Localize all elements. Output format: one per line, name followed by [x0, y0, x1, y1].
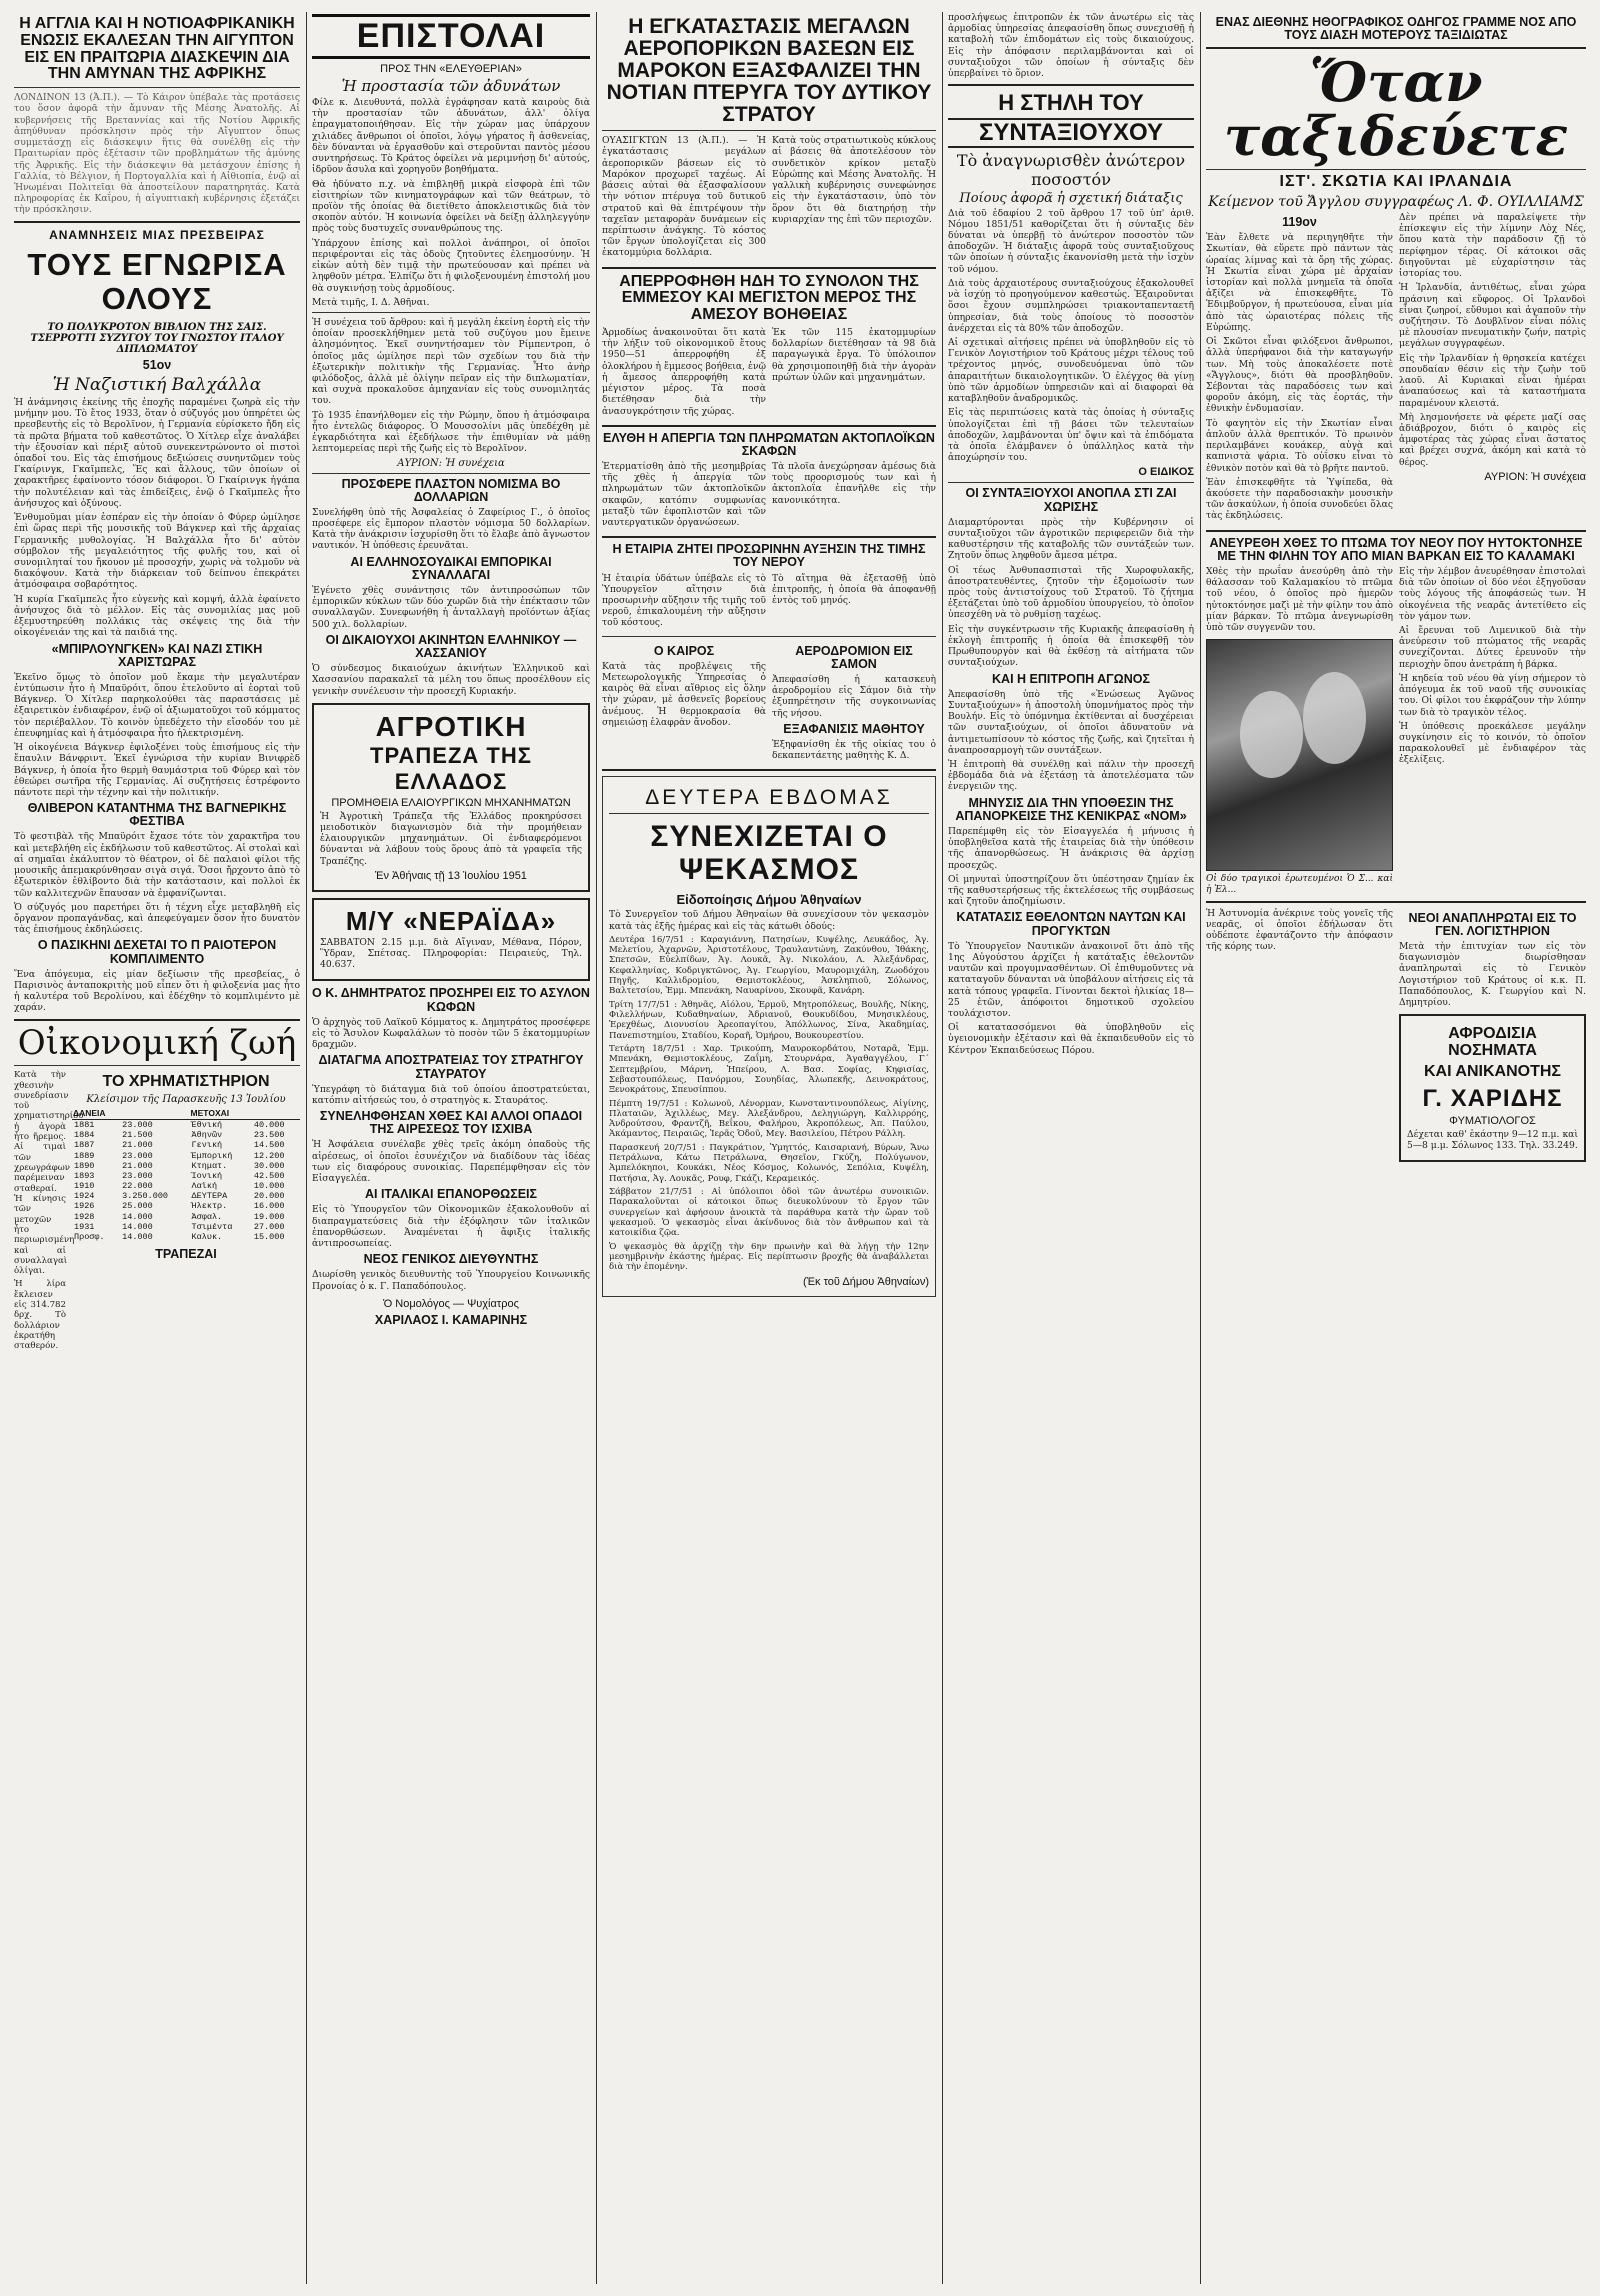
- article-body: Διαμαρτύρονται πρὸς τὴν Κυβέρνησιν οἱ συνταξιοῦχοι τῶν ἀγροτικῶν περιφερειῶν διὰ τὴν καθυστέρησιν τῆς καταβολῆς τῶν συντάξεών των. Ζητοῦν ὅπως ληφθοῦν ἄμεσα μέτρα.: [948, 516, 1194, 562]
- column-1: [14, 12, 300, 2284]
- quote-cell: Λαϊκή: [191, 1181, 218, 1192]
- column-3: [602, 12, 936, 2284]
- quote-cell: 21.000: [122, 1140, 153, 1151]
- article-body: Ἔνα ἀπόγευμα, εἰς μίαν δεξίωσιν τῆς πρεσβείας, ὁ Παρισινὸς ἀνταποκριτὴς μοῦ εἶπεν ὅτι ἡ φιλοξενία μας ἦτο ἡ καλυτέρα τοῦ Βερολίνου, καὶ ἐδέχθην τὸ κομπλιμέντο μὲ χαράν.: [14, 968, 300, 1014]
- close-line: Κλείσιμον τῆς Παρασκευῆς 13 Ἰουλίου: [86, 1093, 286, 1105]
- column-4: προσλήψεως ἐπιτροπῶν ἐκ τῶν ἀνωτέρω εἰς τὰς ἀρμοδίας ὑπηρεσίας ἀπεφασίσθη ὅπως συνεχισθῇ ἡ καταβολὴ τῶν ἐπιδομάτων εἰς τοὺς δικαιούχους. Εἰς τὴν ἀπόφασιν περιλαμβάνονται καὶ οἱ συνταξιοῦχοι τῶν ὁποίων ἡ σύνταξις δὲν ὑπερβαίνει τὸ ὅριον. Η ΣΤΗΛΗ ΤΟΥ ΣΥΝΤΑΞΙΟΥΧΟΥ Τὸ ἀναγνωρισθὲν ἀνώτερον ποσοστόν Ποίους ἀφορᾶ ἡ σχετική διάταξις Διὰ τοῦ ἐδαφίου 2 τοῦ ἄρθρου 17 τοῦ ὑπ' ἀριθ. Νόμου 1851/51 καθορίζεται ὅτι ἡ σύνταξις δὲν δύναται νὰ ὑπερβῇ τὸ ἀνώτερον ποσοστὸν τῶν ἀποδοχῶν. Ἡ διάταξις ἀφορᾶ τοὺς συνταξιοῦχους τῶν ὁποίων ἡ σύνταξις ἐκανονίσθη μετὰ τὴν ἰσχὺν τοῦ νόμου. Διὰ τοὺς ἀρχαιοτέρους συνταξιούχους ἐξακολουθεῖ νὰ ἰσχύῃ τὸ προηγούμενον καθεστώς. Ἐξαιροῦνται ὅσοι ἔχουν συμπληρώσει τριακονταπενταετῆ ὑπηρεσίαν, διὰ τοὺς ὁποίους τὸ ποσοστὸν ἀνέρχεται εἰς τὰ 80% τῶν ἀποδοχῶν. Αἱ σχετικαὶ αἰτήσεις πρέπει νὰ ὑποβληθοῦν εἰς τὸ Γενικὸν Λογιστήριον τοῦ Κράτους μέχρι τέλους τοῦ τρέχοντος μηνός, συνοδευόμεναι ὑπὸ τῶν ἀπαραιτήτων δικαιολογητικῶν. Ὁ ἐλέγχος θὰ γίνῃ ὑπὸ τῶν ἁρμοδίων ὑπηρεσιῶν καὶ αἱ διαφοραὶ θὰ καταβληθοῦν ἀναδρομικῶς. Εἰς τὰς περιπτώσεις κατὰ τὰς ὁποίας ἡ σύνταξις ὑπολογίζεται ἐπὶ τῇ βάσει τῶν τελευταίων ἀποδοχῶν, λαμβάνονται ὑπ' ὄψιν καὶ τὰ ἐπιδόματα τὰ ὁποῖα ἐλάμβανεν ὁ ὑπάλληλος κατὰ τὴν ἀποχώρησίν του. Ο ΕΙΔΙΚΟΣ ΟΙ ΣΥΝΤΑΞΙΟΥΧΟΙ ΑΝΟΠΛΑ ΣΤΙ ΖΑΙ ΧΩΡΙΣΗΣ Διαμαρτύρονται πρὸς τὴν Κυβέρνησιν οἱ συνταξιοῦχοι τῶν ἀγροτικῶν περιφερειῶν διὰ τὴν καθυστέρησιν τῆς καταβολῆς τῶν συντάξεών των. Ζητοῦν ὅπως ληφθοῦν ἄμεσα μέτρα. Οἱ τέως Ἀνθυπασπισταὶ τῆς Χωροφυλακῆς, ἀποστρατευθέντες, ζητοῦν τὴν ἐξομοίωσίν των πρὸς τοὺς ἀντιστοίχους τοῦ Στρατοῦ. Τὸ ζήτημα ἐξετάζεται ὑπὸ τοῦ ἁρμοδίου ὑπουργείου, τὸ ὁποῖον ὑπεσχέθη νὰ τὸ ρυθμίσῃ ταχέως. Εἰς τὴν συγκέντρωσιν τῆς Κυριακῆς ἀπεφασίσθη ἡ ἐκλογὴ ἐπιτροπῆς ἡ ὁποία θὰ ἐπισκεφθῇ τὸν Πρωθυπουργὸν καὶ θὰ ἐκθέσῃ τὰ αἰτήματα τῶν συνταξιούχων. ΚΑΙ Η ΕΠΙΤΡΟΠΗ ΑΓΩΝΟΣ Ἀπεφασίσθη ὑπὸ τῆς «Ἑνώσεως Ἀγῶνος Συνταξιούχων» ἡ ἀποστολὴ ὑπομνήματος πρὸς τὴν Βουλήν. Εἰς τὸ ὑπόμνημα ἐκτίθενται αἱ δυσχέρειαι τῶν συνταξιούχων, οἱ ὁποῖοι ἀδυνατοῦν νὰ ἀντιμετωπίσουν τὸ κόστος τῆς ζωῆς, καὶ ζητεῖται ἡ ἀναπροσαρμογὴ τῶν συντάξεων. Ἡ ἐπιτροπὴ θὰ συνέλθῃ καὶ πάλιν τὴν προσεχῆ ἑβδομάδα διὰ νὰ ἐξετάσῃ τὰ ἀποτελέσματα τῶν ἐνεργειῶν της. ΜΗΝΥΣΙΣ ΔΙΑ ΤΗΝ ΥΠΟΘΕΣΙΝ ΤΗΣ ΑΠΑΝΟΡΚΕΙΣΕ ΤΗΣ ΚΕΝΙΚΡΑΣ «ΝΟΜ» Παρεπέμφθη εἰς τὸν Εἰσαγγελέα ἡ μήνυσις ἡ ὑποβληθεῖσα κατὰ τῆς ἑταιρείας διὰ τὴν ὑπόθεσιν τῆς ἀπανορθώσεως. Ἡ ἀνάκρισις θὰ ἀρχίσῃ προσεχῶς. Οἱ μηνυταὶ ὑποστηρίζουν ὅτι ὑπέστησαν ζημίαν ἐκ τῆς καθυστερήσεως τῆς ἐκτελέσεως τῆς συμβάσεως καὶ ζητοῦν ἀποζημίωσιν. ΚΑΤΑΤΑΣΙΣ ΕΘΕΛΟΝΤΩΝ ΝΑΥΤΩΝ ΚΑΙ ΠΡΟΓΥΚΤΩΝ Τὸ Ὑπουργεῖον Ναυτικῶν ἀνακοινοῖ ὅτι ἀπὸ τῆς 1ης Αὐγούστου ἀρχίζει ἡ κατάταξις ἐθελοντῶν ναυτῶν καὶ προγυμνασθέντων. Οἱ ἐπιθυμοῦντες νὰ καταταγοῦν δύνανται νὰ ὑποβάλουν αἰτήσεις εἰς τὰ κατὰ τόπους γραφεῖα. Γίνονται δεκτοὶ ἡλικίας 18—25 ἐτῶν, ἀπόφοιτοι δημοτικοῦ σχολείου τουλάχιστον. Οἱ κατατασσόμενοι θὰ ὑποβληθοῦν εἰς ὑγειονομικὴν ἐξέτασιν καὶ θὰ ἐκπαιδευθοῦν εἰς τὸ Κέντρον Ἐκπαιδεύσεως Πόρου.: [948, 12, 1194, 1056]
- quote-row: [72, 1161, 300, 1171]
- column-rule: [1200, 12, 1201, 2284]
- article-body: ΟΥΑΣΙΓΚΤΩΝ 13 (Ἀ.Π.). — Ἡ ἐγκατάστασις μεγάλων ἀεροπορικῶν βάσεων εἰς τὸ Μαρόκον προχωρεῖ ταχέως. Αἱ βάσεις αὐταὶ θὰ ἐξασφαλίσουν τὴν νότιον πτέρυγα τοῦ δυτικοῦ στρατοῦ καὶ θὰ ἐπιτρέψουν τὴν ταχεῖαν μεταφορὰν δυνάμεων εἰς περίπτωσιν ἀνάγκης. Τὸ κόστος τῶν ἔργων ὑπολογίζεται εἰς 300 ἑκατομμύρια δολλάρια.: [602, 135, 766, 259]
- quote-cell: Ἀθηνῶν: [191, 1130, 223, 1141]
- article-body: Ἐὰν ἐπισκεφθῆτε τὰ Ὑψίπεδα, θὰ ἀκούσετε τὴν παραδοσιακὴν μουσικὴν τῶν ἀσκαύλων, ἡ ὁποία συνοδεύει ὅλας τὰς ἐκδηλώσεις.: [1206, 476, 1393, 522]
- bank-ad: ΑΓΡΟΤΙΚΗ ΤΡΑΠΕΖΑ ΤΗΣ ΕΛΛΑΔΟΣ ΠΡΟΜΗΘΕΙΑ ΕΛΑΙΟΥΡΓΙΚΩΝ ΜΗΧΑΝΗΜΑΤΩΝ Ἡ Ἀγροτικὴ Τράπεζα τῆς Ἑλλάδος προκηρύσσει μειοδοτικὸν διαγωνισμὸν διὰ τὴν προμήθειαν ἐλαιουργικῶν μηχανημάτων. Οἱ ἐνδιαφερόμενοι δύνανται νὰ λάβουν τοὺς ὅρους ἀπὸ τὰ γραφεῖα τῆς Τραπέζης. Ἐν Ἀθήναις τῇ 13 Ἰουλίου 1951: [312, 703, 590, 892]
- article-body: Χθὲς τὴν πρωΐαν ἀνεσύρθη ἀπὸ τὴν θάλασσαν τοῦ Καλαμακίου τὸ πτῶμα τοῦ νέου, ὁ ὁποῖος πρὸ ἡμερῶν ηὐτοκτόνησε μαζὶ μὲ τὴν φίλην του ἀπὸ μίαν βάρκαν. Τὸ πτῶμα ἀνεγνωρίσθη ὑπὸ τῶν συγγενῶν του.: [1206, 565, 1393, 633]
- subhead: Ο Κ. ΔΗΜΗΤΡΑΤΟΣ ΠΡΟΣΗΡΕΙ ΕΙΣ ΤΟ ΑΣΥΛΟΝ ΚΩΦΩΝ: [312, 986, 590, 1014]
- quotes-table: ΔΑΝΕΙΑ ΜΕΤΟΧΑΙ 1881 23.000 Ἐθνική 40.000 1884 21.500 Ἀθηνῶν 23.500 1887 21.000 Γενική 14.500 1889 23.000 Ἐμπορική 12.200 1890 21.000 Κτηματ. 30.000 1893 23.000 Ἰονική 42.500 1910 22.000 Λαϊκή 10.000 1924 3.250.000 ΔΕΥΤΕΡΑ 20.000 1926 25.000 Ἠλεκτρ. 16.000 1928 14.000 Ἀσφαλ. 19.000 1931 14.000 Τσιμέντα 27.000 Προσφ. 14.000 Καλυκ. 15.000: [72, 1107, 300, 1242]
- article-body: Ἐκ τῶν 115 ἑκατομμυρίων δολλαρίων διετέθησαν τὰ 98 διὰ παραγωγικὰ ἔργα. Τὸ ὑπόλοιπον θὰ χρησιμοποιηθῇ διὰ τὴν ἀγορὰν πρώτων ὑλῶν καὶ μηχανημάτων.: [772, 327, 936, 383]
- headline-africa: Η ΑΓΓΛΙΑ ΚΑΙ Η ΝΟΤΙΟΑΦΡΙΚΑΝΙΚΗ ΕΝΩΣΙΣ ΕΚΑΛΕΣΑΝ ΤΗΝ ΑΙΓΥΠΤΟΝ ΕΙΣ ΕΝ ΠΡΑΙΤΩΡΙΑ ΔΙΑΣΚΕΨΙΝ ΔΙΑ ΤΗΝ ΑΜΥΝΑΝ ΤΗΣ ΑΦΡΙΚΗΣ: [19, 15, 295, 83]
- article-body: Ἡ κυρία Γκαῖμπελς ἦτο εὐγενὴς καὶ κομψή, ἀλλὰ ἐφαίνετο ἀνήσυχος διὰ τὸ μέλλον. Εἰς τὰς συνομιλίας μας μοῦ ἐξεμυστηρεύθη πολλάκις τὰς σκέψεις της διὰ τὴν οἰκογένειάν της καὶ τὰ παιδιά της.: [14, 593, 300, 639]
- quote-row: [72, 1119, 300, 1130]
- article-body: Οἱ Σκῶτοι εἶναι φιλόξενοι ἄνθρωποι, ἀλλὰ ὑπερήφανοι διὰ τὴν καταγωγήν των. Μὴ τοὺς ἀποκαλέσετε ποτὲ «Ἄγγλους», διότι θὰ προσβληθοῦν. Σέβονται τὰς παραδόσεις των καὶ φοροῦν ἀκόμη, εἰς τὰς ἑορτάς, τὴν ἐθνικὴν ἐνδυμασίαν.: [1206, 336, 1393, 415]
- article-body: Ἐκεῖνο ὅμως τὸ ὁποῖον μοῦ ἔκαμε τὴν μεγαλυτέραν ἐντύπωσιν ἦτο ἡ Μπαϋρόιτ, ὅπου ἐτελοῦντο αἱ ἑορταὶ τοῦ Βάγκνερ. Ὁ Χίτλερ παρηκολούθει τὰς παραστάσεις μὲ ἐξαιρετικὸν ἐνδιαφέρον, ἐνῷ οἱ ἀξιωματοῦχοι τοῦ κόμματος τὸν περιέβαλλον. Τὸ κοινὸν ὑπεδέχετο τὴν εἴσοδόν του μὲ ἐπευφημίας καὶ ἡ ἀτμόσφαιρα ἦτο ἠλεκτρισμένη.: [14, 671, 300, 739]
- column-rule: [942, 12, 943, 2284]
- letters-header: ΕΠΙΣΤΟΛΑΙ: [312, 14, 590, 59]
- subhead: ΟΙ ΣΥΝΤΑΞΙΟΥΧΟΙ ΑΝΟΠΛΑ ΣΤΙ ΖΑΙ ΧΩΡΙΣΗΣ: [965, 486, 1177, 514]
- quote-cell: 19.000: [253, 1211, 285, 1222]
- quote-cell: 1893: [74, 1170, 95, 1181]
- article-body: Οἱ κατατασσόμενοι θὰ ὑποβληθοῦν εἰς ὑγειονομικὴν ἐξέτασιν καὶ θὰ ἐκπαιδευθοῦν εἰς τὸ Κέντρον Ἐκπαιδεύσεως Πόρου.: [948, 1022, 1194, 1056]
- article-body: Ἡ ἐπιτροπὴ θὰ συνέλθῃ καὶ πάλιν τὴν προσεχῆ ἑβδομάδα διὰ νὰ ἐξετάσῃ τὰ ἀποτελέσματα τῶν ἐνεργειῶν της.: [948, 758, 1194, 793]
- quote-cell: Καλυκ.: [191, 1232, 223, 1243]
- quote-cell: 30.000: [253, 1160, 285, 1171]
- quote-cell: Προσφ.: [74, 1232, 105, 1243]
- article-body: Εἰς τὰς περιπτώσεις κατὰ τὰς ὁποίας ἡ σύνταξις ὑπολογίζεται ἐπὶ τῇ βάσει τῶν τελευταίων ἀποδοχῶν, λαμβάνονται ὑπ' ὄψιν καὶ τὰ ἐπιδόματα τὰ ὁποῖα ἐλάμβανεν ὁ ὑπάλληλος κατὰ τὴν ἀποχώρησίν του.: [948, 407, 1194, 464]
- signature: Ο ΕΙΔΙΚΟΣ: [1138, 466, 1194, 479]
- quote-cell: Ἐμπορική: [191, 1150, 233, 1161]
- quote-cell: 22.000: [122, 1181, 153, 1192]
- column-rule: [596, 12, 597, 2284]
- subhead: ΔΙΑΤΑΓΜΑ ΑΠΟΣΤΡΑΤΕΙΑΣ ΤΟΥ ΣΤΡΑΤΗΓΟΥ ΣΤΑΥΡΑΤΟΥ: [318, 1053, 584, 1081]
- article-body: Οἱ τέως Ἀνθυπασπισταὶ τῆς Χωροφυλακῆς, ἀποστρατευθέντες, ζητοῦν τὴν ἐξομοίωσίν των πρὸς τοὺς ἀντιστοίχους τοῦ Στρατοῦ. Τὸ ζήτημα ἐξετάζεται ὑπὸ τοῦ ἁρμοδίου ὑπουργείου, τὸ ὁποῖον ὑπεσχέθη νὰ τὸ ρυθμίσῃ ταχέως.: [948, 564, 1194, 621]
- article-body: Διὰ τοῦ ἐδαφίου 2 τοῦ ἄρθρου 17 τοῦ ὑπ' ἀριθ. Νόμου 1851/51 καθορίζεται ὅτι ἡ σύνταξις δὲν δύναται νὰ ὑπερβῇ τὸ ἀνώτερον ποσοστὸν τῶν ἀποδοχῶν. Ἡ διάταξις ἀφορᾶ τοὺς συνταξιοῦχους τῶν ὁποίων ἡ σύνταξις ἐκανονίσθη μετὰ τὴν ἰσχὺν τοῦ νόμου.: [948, 207, 1194, 275]
- article-body: Εἰς τὴν Ἰρλανδίαν ἡ θρησκεία κατέχει σπουδαίαν θέσιν εἰς τὴν ζωὴν τοῦ λαοῦ. Αἱ Κυριακαὶ εἶναι ἡμέραι ἀναπαύσεως καὶ τὰ καταστήματα παραμένουν κλειστά.: [1399, 352, 1586, 409]
- photo-caption: Οἱ δύο τραγικοὶ ἐρωτευμένοι Ὁ Σ... καὶ ἡ Ἐλ...: [1206, 874, 1393, 895]
- article-body: Οἱ μηνυταὶ ὑποστηρίζουν ὅτι ὑπέστησαν ζημίαν ἐκ τῆς καθυστερήσεως τῆς ἐκτελέσεως τῆς συμβάσεως καὶ ζητοῦν ἀποζημίωσιν.: [948, 873, 1194, 908]
- quote-cell: 40.000: [253, 1119, 285, 1130]
- article-body: Αἱ σχετικαὶ αἰτήσεις πρέπει νὰ ὑποβληθοῦν εἰς τὸ Γενικὸν Λογιστήριον τοῦ Κράτους μέχρι τέλους τοῦ τρέχοντος μηνός, συνοδευόμεναι ὑπὸ τῶν ἀπαραιτήτων δικαιολογητικῶν. Ὁ ἐλέγχος θὰ γίνῃ ὑπὸ τῶν ἁρμοδίων ὑπηρεσιῶν καὶ αἱ διαφοραὶ θὰ καταβληθοῦν ἀναδρομικῶς.: [948, 337, 1194, 405]
- headline-strike: ΕΛΥΘΗ Η ΑΠΕΡΓΙΑ ΤΩΝ ΠΛΗΡΩΜΑΤΩΝ ΑΚΤΟΠΛΟΪΚΩΝ ΣΚΑΦΩΝ: [603, 430, 935, 458]
- article-body: Ὑπάρχουν ἐπίσης καὶ πολλοὶ ἀνάπηροι, οἱ ὁποῖοι περιφέρονται εἰς τὰς ὁδοὺς ζητοῦντες ἐλεημοσύνην. Ἡ εἰκὼν αὐτὴ δὲν τιμᾷ τὴν πρωτεύουσαν καὶ πρέπει νὰ ληφθοῦν μέτρα. Ἐλπίζω ὅτι ἡ φιλοξενουμένη ἐπιστολή μου θὰ συγκινήσῃ τοὺς ἁρμοδίους.: [312, 237, 590, 294]
- quote-cell: 14.500: [253, 1140, 285, 1151]
- quote-cell: 1931: [74, 1221, 95, 1232]
- continued: ΑΥΡΙΟΝ: Ἡ συνέχεια: [1484, 470, 1586, 483]
- article-body: Ὁ σύζυγός μου παρετήρει ὅτι ἡ τέχνη εἶχε μεταβληθῆ εἰς ὄργανον προπαγάνδας, καὶ ἀπεφεύγαμεν ὅσον ἦτο δυνατὸν τὰς ἐπισήμους ἐκδηλώσεις.: [14, 901, 300, 936]
- article-body: Αἱ ἔρευναι τοῦ Λιμενικοῦ διὰ τὴν ἀνεύρεσιν τοῦ πτώματος τῆς νεαρᾶς συνεχίζονται. Δύτες ἐρευνοῦν τὴν περιοχὴν ὅπου ἀνετράπη ἡ βάρκα.: [1399, 624, 1586, 670]
- quote-cell: 1928: [74, 1211, 95, 1222]
- quote-cell: Ἐθνική: [191, 1119, 223, 1130]
- sign-role: Ὁ Νομολόγος — Ψυχίατρος: [383, 1297, 519, 1310]
- subhead: ΘΛΙΒΕΡΟΝ ΚΑΤΑΝΤΗΜΑ ΤΗΣ ΒΑΓΝΕΡΙΚΗΣ ΦΕΣΤΙΒΑ: [27, 801, 287, 829]
- travel-region: ΙΣΤ'. ΣΚΩΤΙΑ ΚΑΙ ΙΡΛΑΝΔΙΑ: [1279, 173, 1513, 191]
- article-body: Ἀρμοδίως ἀνακοινοῦται ὅτι κατὰ τὴν λήξιν τοῦ οἰκονομικοῦ ἔτους 1950—51 ἀπερροφήθη ἐξ ὁλοκλήρου ἡ ἔμμεσος βοήθεια, ἐνῷ ἡ ἄμεσος ἀπερροφήθη κατὰ μέγιστον μέρος. Τὰ ποσὰ διετέθησαν διὰ τὴν ἀνασυγκρότησιν τῆς χώρας.: [602, 327, 766, 417]
- quote-row: [72, 1181, 300, 1191]
- quote-cell: 1889: [74, 1150, 95, 1161]
- quote-cell: 1884: [74, 1130, 95, 1141]
- sign-name: ΧΑΡΙΛΑΟΣ Ι. ΚΑΜΑΡΙΝΗΣ: [374, 1312, 528, 1327]
- article-body: Ἡ οἰκογένεια Βάγκνερ ἐφιλοξένει τοὺς ἐπισήμους εἰς τὴν ἔπαυλιν Βάνφριντ. Ἐκεῖ ἐγνώρισα τὴν κυρίαν Βινιφρὲδ Βάγκνερ, ἡ ὁποία ἦτο θερμὴ θαυμάστρια τοῦ Φύρερ καὶ τὸν ἐθεώρει σωτῆρα τῆς Γερμανίας. Αἱ συζητήσεις ἐστρέφοντο πάντοτε περὶ τὴν τέχνην καὶ τὴν πολιτικήν.: [14, 742, 300, 798]
- quote-cell: 10.000: [253, 1181, 285, 1192]
- quote-cell: ΔΕΥΤΕΡΑ: [191, 1191, 228, 1202]
- quote-cell: 21.500: [122, 1130, 153, 1141]
- article-body: ΛΟΝΔΙΝΟΝ 13 (Ἀ.Π.). — Τὸ Κάιρον ὑπέβαλε τὰς προτάσεις του ὅσον ἀφορᾶ τὴν ἄμυναν τῆς Μέσης Ἀνατολῆς. Αἱ κυβερνήσεις τῆς Βρεταννίας καὶ τῆς Νοτίου Ἀφρικῆς ἀπηύθυναν πρόσκλησιν πρὸς τὴν Αἴγυπτον ὅπως συμμετάσχῃ εἰς διάσκεψιν ἥτις θὰ συνέλθῃ εἰς τὴν Πραιτωρίαν πρὸς ἐξέτασιν τῶν προβλημάτων τῆς ἀμύνης τῆς Ἀφρικῆς. Εἰς τὴν διάσκεψιν θὰ μετάσχουν ἐπίσης ἡ Γαλλία, τὸ Βέλγιον, ἡ Πορτογαλλία καὶ ἡ Αἰθιοπία, ἐνῷ αἱ Ἡνωμέναι Πολιτεῖαι θὰ ἀποστείλουν παρατηρητάς. Κατὰ πληροφορίας ἐκ Καΐρου, ἡ αἰγυπτιακὴ κυβέρνησις ἐξετάζει τὴν πρόσκλησιν.: [14, 92, 300, 216]
- kicker: ΑΝΑΜΝΗΣΕΙΣ ΜΙΑΣ ΠΡΕΣΒΕΙΡΑΣ: [49, 227, 265, 242]
- quote-cell: 1881: [74, 1119, 95, 1130]
- article-body: Τὸ Ὑπουργεῖον Ναυτικῶν ἀνακοινοῖ ὅτι ἀπὸ τῆς 1ης Αὐγούστου ἀρχίζει ἡ κατάταξις ἐθελοντῶν ναυτῶν καὶ προγυμνασθέντων. Οἱ ἐπιθυμοῦντες νὰ καταταγοῦν δύνανται νὰ ὑποβάλουν αἰτήσεις εἰς τὰ κατὰ τόπους γραφεῖα. Γίνονται δεκτοὶ ἡλικίας 18—25 ἐτῶν, ἀπόφοιτοι δημοτικοῦ σχολείου τουλάχιστον.: [948, 940, 1194, 1019]
- subhead: ΚΑΙ Η ΕΠΙΤΡΟΠΗ ΑΓΩΝΟΣ: [992, 671, 1150, 686]
- newspaper-page: [14, 12, 1586, 2284]
- quote-cell: 23.500: [253, 1130, 285, 1141]
- article-body: Τὸ 1935 ἐπανήλθομεν εἰς τὴν Ρώμην, ὅπου ἡ ἀτμόσφαιρα ἦτο ἐντελῶς διάφορος. Ὁ Μουσσολίνι μᾶς ὑπεδέχθη μὲ ἐγκαρδιότητα καὶ ἐξεδήλωσε τὴν ἐπιθυμίαν νὰ μάθῃ λεπτομερείας περὶ τῆς ζωῆς εἰς τὸ Βερολῖνον.: [312, 409, 590, 455]
- article-body: Ἐνθυμοῦμαι μίαν ἑσπέραν εἰς τὴν ὁποίαν ὁ Φύρερ ὡμίλησε ἐπὶ ὥρας περὶ τῆς μουσικῆς τοῦ Βάγκνερ καὶ τῆς ἀρχαίας Γερμανικῆς μυθολογίας. Ἡ Βαλχάλλα ἦτο δι' αὐτὸν σύμβολον τῆς μεγαλειότητος τῆς φυλῆς του, καὶ οἱ συνομιληταί του ἤκουον μὲ προσοχήν, χωρὶς νὰ τολμοῦν νὰ διακόψουν. Κατὰ τὴν διάρκειαν τοῦ δείπνου ἐπεκράτει ἀτμόσφαιρα σοβαρότητος.: [14, 512, 300, 591]
- letters-sub: Ἡ προστασία τῶν ἀδυνάτων: [341, 77, 561, 95]
- travel-kicker: ΕΝΑΣ ΔΙΕΘΝΗΣ ΗΘΟΓΡΑΦΙΚΟΣ ΟΔΗΓΟΣ ΓΡΑΜΜΕ ΝΟΣ ΑΠΟ ΤΟΥΣ ΔΙΑΣΗ ΜΟΤΕΡΟΥΣ ΤΑΞΙΔΙΩΤΑΣ: [1215, 15, 1577, 43]
- headline-water: Η ΕΤΑΙΡΙΑ ΖΗΤΕΙ ΠΡΟΣΩΡΙΝΗΝ ΑΥΞΗΣΙΝ ΤΗΣ ΤΙΜΗΣ ΤΟΥ ΝΕΡΟΥ: [612, 542, 926, 570]
- article-body: Φίλε κ. Διευθυντά, πολλὰ ἐγράφησαν κατὰ καιροὺς διὰ τὴν προστασίαν τῶν ἀδυνάτων, ἀλλ' ὀλίγα ἐπραγματοποιήθησαν. Εἰς τὴν χώραν μας ὑπάρχουν χιλιάδες ἄνθρωποι οἱ ὁποῖοι, λόγῳ γήρατος ἢ ἀσθενείας, δὲν δύνανται νὰ ἐργασθοῦν καὶ στεροῦνται παντὸς μέσου συντηρήσεως. Τὸ Κράτος ὀφείλει νὰ μεριμνήσῃ δι' αὐτούς, ἱδρῦον ἄσυλα καὶ χορηγοῦν βοηθήματα.: [312, 97, 590, 176]
- article-body: Διὰ τοὺς ἀρχαιοτέρους συνταξιούχους ἐξακολουθεῖ νὰ ἰσχύῃ τὸ προηγούμενον καθεστώς. Ἐξαιροῦνται ὅσοι ἔχουν συμπληρώσει τριακονταπενταετῆ ὑπηρεσίαν, διὰ τοὺς ὁποίους τὸ ποσοστὸν ἀνέρχεται εἰς τὰ 80% τῶν ἀποδοχῶν.: [948, 277, 1194, 334]
- subhead: ΝΕΟΣ ΓΕΝΙΚΟΣ ΔΙΕΥΘΥΝΤΗΣ: [363, 1252, 539, 1267]
- quote-row: [72, 1130, 300, 1140]
- headline-morocco: Η ΕΓΚΑΤΑΣΤΑΣΙΣ ΜΕΓΑΛΩΝ ΑΕΡΟΠΟΡΙΚΩΝ ΒΑΣΕΩΝ ΕΙΣ ΜΑΡΟΚΟΝ ΕΞΑΣΦΑΛΙΖΕΙ ΤΗΝ ΝΟΤΙΑΝ ΠΤΕΡΥΓΑ ΤΟΥ ΔΥΤΙΚΟΥ ΣΤΡΑΤΟΥ: [606, 15, 932, 127]
- feature-title: ΤΟΥΣ ΕΓΝΩΡΙΣΑ ΟΛΟΥΣ: [27, 246, 287, 316]
- quote-cell: 1924: [74, 1191, 95, 1202]
- subhead: ΜΗΝΥΣΙΣ ΔΙΑ ΤΗΝ ΥΠΟΘΕΣΙΝ ΤΗΣ ΑΠΑΝΟΡΚΕΙΣΕ ΤΗΣ ΚΕΝΙΚΡΑΣ «ΝΟΜ»: [955, 795, 1187, 823]
- part-number: 119ον: [1282, 215, 1317, 230]
- economy-side-text: Κατὰ τὴν χθεσινὴν συνεδρίασιν τοῦ χρηματιστηρίου ἡ ἀγορὰ ἦτο ἤρεμος. Αἱ τιμαὶ τῶν χρεωγράφων παρέμειναν σταθεραί. Ἡ κίνησις τῶν μετοχῶν ἦτο περιωρισμένη καὶ αἱ συναλλαγαὶ ὀλίγαι. Ἡ λίρα ἔκλεισεν εἰς 314.782 δρχ. Τὸ δολλάριον ἐκρατήθη σταθερόν.: [14, 1070, 84, 1352]
- section-economy: Οἰκονομική ζωή: [17, 1022, 297, 1063]
- article-body: Ἡ ἑταιρία ὑδάτων ὑπέβαλε εἰς τὸ Ὑπουργεῖον αἴτησιν διὰ προσωρινὴν αὔξησιν τῆς τιμῆς τοῦ νεροῦ, ἐπικαλουμένη τὴν αὔξησιν τοῦ κόστους.: [602, 572, 766, 629]
- article-body: Μετὰ τιμῆς, Ι. Δ. Ἀθῆναι.: [312, 296, 430, 308]
- quote-cell: 1890: [74, 1160, 95, 1171]
- article-body: Συνελήφθη ὑπὸ τῆς Ἀσφαλείας ὁ Ζαφείριος Γ., ὁ ὁποῖος προσέφερε εἰς ἔμπορον πλαστὸν νόμισμα 50 δολλαρίων. Κατὰ τὴν ἀνάκρισιν ἰσχυρίσθη ὅτι τὸ ἔλαβε ἀπὸ ἄγνωστον ναυτικόν. Ἡ ὑπόθεσις ἐρευνᾶται.: [312, 506, 590, 552]
- quote-cell: 3.250.000: [122, 1191, 169, 1202]
- quote-cell: 16.000: [253, 1201, 285, 1212]
- quote-cell: 20.000: [253, 1191, 285, 1202]
- continued: ΑΥΡΙΟΝ: Ἡ συνέχεια: [397, 457, 505, 469]
- pension-question: Ποίους ἀφορᾶ ἡ σχετική διάταξις: [959, 190, 1183, 206]
- article-body: Τὰ πλοῖα ἀνεχώρησαν ἀμέσως διὰ τοὺς προορισμούς των καὶ ἡ ἀκτοπλοΐα ἐπανῆλθε εἰς τὴν κανονικότητα.: [772, 461, 936, 506]
- article-body: Ἐὰν ἔλθετε νὰ περιηγηθῆτε τὴν Σκωτίαν, θὰ εὕρετε πρὸ πάντων τὰς ὡραίας λίμνας καὶ τὰ ὄρη τῆς χώρας. Ἡ Σκωτία εἶναι χώρα μὲ ἀρχαίαν ἱστορίαν καὶ πολλὰ μνημεῖα τὰ ὁποῖα ἀξίζει νὰ ἐπισκεφθῆτε. Τὸ Ἐδιμβοῦργον, ἡ πρωτεύουσα, εἶναι μία ἀπὸ τὰς ὡραιοτέρας πόλεις τῆς Εὐρώπης.: [1206, 232, 1393, 333]
- subhead: ΠΡΟΣΦΕΡΕ ΠΛΑΣΤΟΝ ΝΟΜΙΣΜΑ ΒΟ ΔΟΛΛΑΡΙΩΝ: [341, 476, 561, 504]
- article-body: Ὁ ἀρχηγὸς τοῦ Λαϊκοῦ Κόμματος κ. Δημητράτος προσέφερε εἰς τὸ Ἄσυλον Κωφαλάλων τὸ ποσὸν τῶν 5 ἑκατομμυρίων δραχμῶν.: [312, 1016, 590, 1051]
- quote-cell: 1887: [74, 1140, 95, 1151]
- quote-row: [72, 1140, 300, 1150]
- quote-cell: 23.000: [122, 1170, 153, 1181]
- article-body: Τὸ αἴτημα θὰ ἐξετασθῇ ὑπὸ ἐπιτροπῆς, ἡ ὁποία θὰ ἀποφανθῇ ἐντὸς τοῦ μηνός.: [772, 572, 936, 607]
- article-body: Μετὰ τὴν ἐπιτυχίαν των εἰς τὸν διαγωνισμὸν διωρίσθησαν ἀναπληρωταὶ εἰς τὸ Γενικὸν Λογιστήριον τοῦ Κράτους οἱ κ.κ. Π. Παπαδόπουλος, Κ. Γεωργίου καὶ Ν. Δημητρίου.: [1399, 941, 1586, 1009]
- quote-cell: 23.000: [122, 1119, 153, 1130]
- article-body: Τὸ φαγητὸν εἰς τὴν Σκωτίαν εἶναι ἁπλοῦν ἀλλὰ θρεπτικόν. Τὸ πρωινὸν περιλαμβάνει κουάκερ, αὐγὰ καὶ καπνιστὰ ψάρια. Τὸ οὐΐσκυ εἶναι τὸ ἐθνικὸν ποτὸν καὶ θὰ τὸ βρῆτε παντοῦ.: [1206, 417, 1393, 474]
- quote-cell: 14.000: [122, 1211, 153, 1222]
- quote-cell: 14.000: [122, 1221, 153, 1232]
- quote-row: [72, 1232, 300, 1242]
- travel-title: Ὅταν ταξιδεύετε: [1223, 50, 1569, 169]
- article-body: Παρεπέμφθη εἰς τὸν Εἰσαγγελέα ἡ μήνυσις ἡ ὑποβληθεῖσα κατὰ τῆς ἑταιρείας διὰ τὴν ὑπόθεσιν τῆς ἀπανορθώσεως. Ἡ ἀνάκρισις θὰ ἀρχίσῃ προσεχῶς.: [948, 825, 1194, 871]
- headline-missing: ΕΞΑΦΑΝΙΣΙΣ ΜΑΘΗΤΟΥ: [783, 721, 925, 736]
- article-body: Εἰς τὴν συγκέντρωσιν τῆς Κυριακῆς ἀπεφασίσθη ἡ ἐκλογὴ ἐπιτροπῆς ἡ ὁποία θὰ ἐπισκεφθῇ τὸν Πρωθυπουργὸν καὶ θὰ ἐκθέσῃ τὰ αἰτήματα τῶν συνταξιούχων.: [948, 623, 1194, 669]
- article-body: Κατὰ τοὺς στρατιωτικοὺς κύκλους αἱ βάσεις θὰ ἀποτελέσουν τὸν συνδετικὸν κρίκον μεταξὺ Εὐρώπης καὶ Μέσης Ἀνατολῆς. Ἡ γαλλικὴ κυβέρνησις συνεφώνησε εἰς τὴν ἐγκατάστασιν, ὑπὸ τὸν ὅρον ὅτι θὰ διατηρήσῃ τὴν κυριαρχίαν της ἐπὶ τῶν περιοχῶν.: [772, 135, 936, 225]
- quote-cell: Ἰονική: [191, 1170, 223, 1181]
- article-body: Ἡ ὑπόθεσις προεκάλεσε μεγάλην συγκίνησιν εἰς τὸ κοινόν, τὸ ὁποῖον παρακολουθεῖ μὲ ἐνδιαφέρον τὰς ἐξελίξεις.: [1399, 720, 1586, 766]
- letters-to: ΠΡΟΣ ΤΗΝ «ΕΛΕΥΘΕΡΙΑΝ»: [380, 63, 522, 75]
- banks-title: ΤΡΑΠΕΖΑΙ: [155, 1247, 217, 1262]
- subhead: ΚΑΤΑΤΑΣΙΣ ΕΘΕΛΟΝΤΩΝ ΝΑΥΤΩΝ ΚΑΙ ΠΡΟΓΥΚΤΩΝ: [956, 910, 1186, 938]
- article-body: Ὁ σύνδεσμος δικαιούχων ἀκινήτων Ἑλληνικοῦ καὶ Χασσανίου παρακαλεῖ τὰ μέλη του ὅπως προσέλθουν εἰς γενικὴν συνέλευσιν τὴν προσεχῆ Κυριακήν.: [312, 663, 590, 697]
- article-body: Ἐγένετο χθὲς συνάντησις τῶν ἀντιπροσώπων τῶν ἐμπορικῶν κύκλων τῶν δύο χωρῶν διὰ τὴν ἐπέκτασιν τῶν συναλλαγῶν. Συνεφωνήθη ἡ ἀνταλλαγὴ προϊόντων ἀξίας 500 χιλ. δολλαρίων.: [312, 584, 590, 630]
- article-body: Ἀπεφασίσθη ἡ κατασκευὴ ἀεροδρομίου εἰς Σάμον διὰ τὴν ἐξυπηρέτησιν τῆς συγκοινωνίας τῆς νήσου.: [772, 673, 936, 719]
- headline-airport: ΑΕΡΟΔΡΟΜΙΟΝ ΕΙΣ ΣΑΜΟΝ: [795, 643, 913, 671]
- headline-accounting: ΝΕΟΙ ΑΝΑΠΛΗΡΩΤΑΙ ΕΙΣ ΤΟ ΓΕΝ. ΛΟΓΙΣΤΗΡΙΟΝ: [1408, 910, 1577, 938]
- quote-cell: Τσιμέντα: [191, 1221, 233, 1232]
- quote-cell: 1910: [74, 1181, 95, 1192]
- quote-row: [72, 1222, 300, 1232]
- article-body: Εἰς τὸ Ὑπουργεῖον τῶν Οἰκονομικῶν ἐξακολουθοῦν αἱ διαπραγματεύσεις διὰ τὴν ἐξόφλησιν τῶν ἰταλικῶν ἐπανορθώσεων. Ἀναμένεται ἡ ἄφιξις ἰταλικῆς ἀντιπροσωπείας.: [312, 1204, 590, 1249]
- headline-aid: ΑΠΕΡΡΟΦΗΘΗ ΗΔΗ ΤΟ ΣΥΝΟΛΟΝ ΤΗΣ ΕΜΜΕΣΟΥ ΚΑΙ ΜΕΓΙΣΤΟΝ ΜΕΡΟΣ ΤΗΣ ΑΜΕΣΟΥ ΒΟΗΘΕΙΑΣ: [619, 272, 919, 324]
- article-body: Ἡ ἀνάμνησις ἐκείνης τῆς ἐποχῆς παραμένει ζωηρὰ εἰς τὴν μνήμην μου. Τὸ ἔτος 1933, ὅταν ὁ σύζυγός μου ὑπηρέτει ὡς πρεσβευτὴς εἰς τὸ Βερολῖνον, ἡ Γερμανία εὑρίσκετο ἤδη εἰς τὰ πρῶτα βήματα τοῦ καθεστῶτος. Ὁ Χίτλερ εἶχε ἀναλάβει τὴν ἐξουσίαν καὶ πέριξ αὐτοῦ συνεκεντρώνοντο οἱ πιστοὶ ὀπαδοί του. Εἰς τὰς ἐπισήμους δεξιώσεις συνηντῶμεν τοὺς Γκαίρινγκ, Γκαῖμπελς, Ἕς καὶ ἄλλους, τῶν ὁποίων οἱ χαρακτῆρες ἐφαίνοντο τόσον διάφοροι. Ὁ Γκαίρινγκ ἠγάπα τὴν πολυτέλειαν καὶ τὰς ἐπιδείξεις, ἐνῷ ὁ Γκαῖμπελς ἦτο ἀνήσυχος καὶ ὀξύνους.: [14, 396, 300, 509]
- quote-cell: 27.000: [253, 1221, 285, 1232]
- subhead: ΣΥΝΕΛΗΦΘΗΣΑΝ ΧΘΕΣ ΚΑΙ ΑΛΛΟΙ ΟΠΑΔΟΙ ΤΗΣ ΑΙΡΕΣΕΩΣ ΤΟΥ ΙΣΧΙΒΑ: [319, 1109, 583, 1137]
- stock-exchange-title: ΤΟ ΧΡΗΜΑΤΙΣΤΗΡΙΟΝ: [102, 1073, 270, 1091]
- quote-row: [72, 1201, 300, 1211]
- article-body: Ἡ Ἀσφάλεια συνέλαβε χθὲς τρεῖς ἀκόμη ὀπαδοὺς τῆς αἱρέσεως, οἱ ὁποῖοι ἐσυνέχιζον νὰ διαδίδουν τὰς ἰδέας των εἰς διαφόρους συνοικίας. Παρεπέμφθησαν εἰς τὸν Εἰσαγγελέα.: [312, 1139, 590, 1184]
- municipal-notice: ΔΕΥΤΕΡΑ ΕΒΔΟΜΑΣ ΣΥΝΕΧΙΖΕΤΑΙ Ο ΨΕΚΑΣΜΟΣ Εἰδοποίησις Δήμου Ἀθηναίων Τὸ Συνεργεῖον τοῦ Δήμου Ἀθηναίων θὰ συνεχίσουν τὸν ψεκασμὸν κατὰ τὰς ἑξῆς ἡμέρας καὶ εἰς τὰς κάτωθι ὁδούς: Δευτέρα 16/7/51 : Καραγιάννη, Πατησίων, Κυψέλης, Λευκάδος, Ἀγ. Μελετίου, Ἀχαρνῶν, Ἀριστοτέλους, Τραυλαντώνη, Ζακύνθου, Ἰθάκης, Σπετσῶν, Εὐελπίδων, Ἀγ. Λουκᾶ, Ἀγ. Νικολάου, Λ. Ἀλεξάνδρας, Κεφαλληνίας, Κοδριγκτῶνος, Ἀγ. Γεωργίου, Μαυρομιχάλη, Ζωοδόχου Πηγῆς, Καλλιδρομίου, Θεμιστοκλέους, Ἀσκληπιοῦ, Σόλωνος, Βαλτετσίου, Ἐμμ. Μπενάκη, Ναυαρίνου, Σκουφᾶ, Κανάρη. Τρίτη 17/7/51 : Ἀθηνᾶς, Αἰόλου, Ἑρμοῦ, Μητροπόλεως, Βουλῆς, Νίκης, Φιλελλήνων, Κυδαθηναίων, Ἀδριανοῦ, Θουκυδίδου, Μνησικλέους, Ἐρεχθέως, Διονυσίου Ἀρεοπαγίτου, Ἀπόλλωνος, Σίνα, Ἀκαδημίας, Πανεπιστημίου, Σταδίου, Κοραῆ, Ὁμήρου, Βουκουρεστίου. Τετάρτη 18/7/51 : Χαρ. Τρικούπη, Μαυροκορδάτου, Νοταρᾶ, Ἐμμ. Μπενάκη, Θεμιστοκλέους, Ζαΐμη, Στουρνάρα, Ἀγαθαγγέλου, Γ΄ Σεπτεμβρίου, Μάρνη, Ἠπείρου, Λ. Βασ. Σοφίας, Κηφισίας, Σεβαστουπόλεως, Πανόρμου, Σουηδίας, Ἀλωπεκῆς, Δεινοκράτους, Ξενοκράτους, Σπευσίππου. Πέμπτη 19/7/51 : Κολωνοῦ, Λένορμαν, Κωνσταντινουπόλεως, Αἰγίνης, Πλαταιῶν, Ἀχιλλέως, Μεγ. Ἀλεξάνδρου, Δεληγιώργη, Καλλιρρόης, Ἀνδρούτσου, Φραντζῆ, Βεΐκου, Φαλήρου, Ἀκροπόλεως, Ἀπ. Παύλου, Ἀκάμαντος, Πειραιῶς, Ἰερᾶς Ὁδοῦ, Μεγ. Βασιλείου, Πέτρου Ράλλη. Παρασκευή 20/7/51 : Παγκράτιον, Ὑμηττός, Καισαριανή, Βύρων, Ἄνω Πετράλωνα, Κάτω Πετράλωνα, Θησεῖον, Γκύζη, Πολύγωνον, Ἀμπελόκηποι, Κουκάκι, Νέος Κόσμος, Κολωνός, Σεπόλια, Κυψέλη, Πατήσια, Ἀγ. Λουκᾶς, Ρουφ, Γκάζι, Κεραμεικός. Σάββατον 21/7/51 : Αἱ ὑπόλοιποι ὁδοὶ τῶν ἀνωτέρω συνοικιῶν. Παρακαλοῦνται οἱ κάτοικοι ὅπως διευκολύνουν τὸ ἔργον τῶν συνεργείων καὶ ἀφήσουν ἀνοικτὰ τὰ παράθυρα κατὰ τὴν ὥραν τοῦ ψεκασμοῦ. Ὁ ψεκασμὸς εἶναι ἀκίνδυνος διὰ τὸν ἄνθρωπον καὶ τὰ κατοικίδια ζῷα. Ὁ ψεκασμὸς θὰ ἀρχίζῃ τὴν 6ην πρωινὴν καὶ θὰ λήγῃ τὴν 12ην μεσημβρινὴν ἑκάστης ἡμέρας. Εἰς περίπτωσιν βροχῆς θὰ ἀναβάλλεται διὰ τὴν ἑπομένην. (Ἐκ τοῦ Δήμου Ἀθηναίων): [602, 776, 936, 1296]
- pension-column-title: Η ΣΤΗΛΗ ΤΟΥ: [998, 90, 1144, 116]
- subhead: Ο ΠΑΣΙΚΗΝΙ ΔΕΧΕΤΑΙ ΤΟ Π ΡΑΙΟΤΕΡΟΝ ΚΟΜΠΛΙΜΕΝΤΟ: [37, 938, 277, 966]
- article-body: Τὸ φεστιβὰλ τῆς Μπαϋρόιτ ἔχασε τότε τὸν χαρακτῆρα του καὶ μετεβλήθη εἰς ἐκδήλωσιν τοῦ καθεστῶτος. Αἱ στολαὶ καὶ αἱ σημαῖαι ἐκάλυπτον τὸ θέατρον, οἱ δὲ παλαιοὶ φίλοι τῆς μουσικῆς ἀπεμακρύνθησαν σιγὰ σιγά. Ὅσοι ἤρχοντο ἀπὸ τὸ ἐξωτερικὸν ἐθλίβοντο διὰ τὴν κατάστασιν, καὶ πολλοὶ ἐκ τῶν καλλιτεχνῶν ἔπαυσαν νὰ ἐμφανίζωνται.: [14, 831, 300, 899]
- doctor-ad: ΑΦΡΟΔΙΣΙΑ ΝΟΣΗΜΑΤΑ ΚΑΙ ΑΝΙΚΑΝΟΤΗΣ Γ. ΧΑΡΙΔΗΣ ΦΥΜΑΤΙΟΛΟΓΟΣ Δέχεται καθ' ἑκάστην 9—12 π.μ. καὶ 5—8 μ.μ. Σόλωνος 133. Τηλ. 33.249.: [1399, 1014, 1586, 1162]
- article-body: Διωρίσθη γενικὸς διευθυντὴς τοῦ Ὑπουργείου Κοινωνικῆς Προνοίας ὁ κ. Γ. Παπαδόπουλος.: [312, 1269, 590, 1292]
- article-body: Ἐξηφανίσθη ἐκ τῆς οἰκίας του ὁ δεκαπεντάετης μαθητὴς Κ. Δ.: [772, 738, 936, 762]
- article-body: Εἰς τὴν λέμβον ἀνευρέθησαν ἐπιστολαὶ διὰ τῶν ὁποίων οἱ δύο νέοι ἐξηγοῦσαν τοὺς λόγους τῆς ἀποφάσεώς των. Ἡ οἰκογένεια τῆς νεαρᾶς ἀντετίθετο εἰς τὸν γάμον των.: [1399, 565, 1586, 622]
- quote-cell: 14.000: [122, 1232, 153, 1243]
- article-body: Κατὰ τὰς προβλέψεις τῆς Μετεωρολογικῆς Ὑπηρεσίας ὁ καιρὸς θὰ εἶναι αἴθριος εἰς ὅλην τὴν χώραν, μὲ ἀσθενεῖς βορείους ἀνέμους. Ἡ θερμοκρασία θὰ σημειώσῃ ἐλαφρὰν ἄνοδον.: [602, 660, 766, 728]
- article-body: προσλήψεως ἐπιτροπῶν ἐκ τῶν ἀνωτέρω εἰς τὰς ἀρμοδίας ὑπηρεσίας ἀπεφασίσθη ὅπως συνεχισθῇ ἡ καταβολὴ τῶν ἐπιδομάτων εἰς τοὺς δικαιούχους. Εἰς τὴν ἀπόφασιν περιλαμβάνονται καὶ οἱ συνταξιοῦχοι τῶν ὁποίων ἡ σύνταξις δὲν ὑπερβαίνει τὸ ὅριον.: [948, 12, 1194, 80]
- column-5: [1206, 12, 1586, 2284]
- quote-cell: 21.000: [122, 1160, 153, 1171]
- article-body: Ἡ κηδεία τοῦ νέου θὰ γίνῃ σήμερον τὸ ἀπόγευμα ἐκ τοῦ ναοῦ τῆς συνοικίας του. Οἱ φίλοι του ἐκφράζουν τὴν λύπην των διὰ τὸ τραγικὸν τέλος.: [1399, 672, 1586, 718]
- article-body: Μὴ λησμονήσετε νὰ φέρετε μαζί σας ἀδιάβροχον, διότι ὁ καιρὸς εἰς ἀμφοτέρας τὰς χώρας εἶναι ἄστατος καὶ βρέχει συχνά, ἀκόμη καὶ κατὰ τὸ θέρος.: [1399, 411, 1586, 468]
- subhead: ΑΙ ΙΤΑΛΙΚΑΙ ΕΠΑΝΟΡΘΩΣΕΙΣ: [364, 1187, 538, 1202]
- subhead: ΟΙ ΔΙΚΑΙΟΥΧΟΙ ΑΚΙΝΗΤΩΝ ΕΛΛΗΝΙΚΟΥ — ΧΑΣΣΑΝΙΟΥ: [325, 632, 577, 660]
- column-rule: [306, 12, 307, 2284]
- quote-row: [72, 1151, 300, 1161]
- quote-row: [72, 1171, 300, 1181]
- subhead: «ΜΠΙΡΛΟΥΝΓΚΕΝ» ΚΑΙ ΝΑΖΙ ΣΤΙΚΗ ΧΑΡΙΣΤΩΡΑΣ: [51, 641, 263, 669]
- article-body: Θὰ ἠδύνατο π.χ. νὰ ἐπιβληθῇ μικρὰ εἰσφορὰ ἐπὶ τῶν εἰσιτηρίων τῶν κινηματογράφων καὶ τῶν θεάτρων, τὸ προϊὸν τῆς ὁποίας θὰ διετίθετο ἀποκλειστικῶς διὰ τὸν σκοπὸν αὐτόν. Ἡ κοινωνία ὀφείλει νὰ δείξῃ ἀλληλεγγύην πρὸς τοὺς δυστυχεῖς συνανθρώπους της.: [312, 178, 590, 235]
- quote-row: [72, 1191, 300, 1201]
- feature-sub: ΤΟ ΠΟΛΥΚΡΟΤΟΝ ΒΙΒΛΙΟΝ ΤΗΣ ΣΑΙΣ. ΤΣΕΡΡΟΤΤΙ ΣΥΖΥΓΟΥ ΤΟΥ ΓΝΩΣΤΟΥ ΙΤΑΛΟΥ ΔΙΠΛΩΜΑΤΟΥ: [30, 321, 284, 355]
- quote-cell: Κτηματ.: [191, 1160, 228, 1171]
- quote-cell: Ἠλεκτρ.: [191, 1201, 228, 1212]
- quote-cell: 12.200: [253, 1150, 285, 1161]
- article-body: Δὲν πρέπει νὰ παραλείψετε τὴν ἐπίσκεψιν εἰς τὴν λίμνην Λὸχ Νές, ὅπου κατὰ τὴν παράδοσιν ζῇ τὸ περίφημον τέρας. Οἱ κάτοικοι σᾶς διηγοῦνται μὲ εὐχαρίστησιν τὰς ἱστορίας του.: [1399, 212, 1586, 280]
- news-photo: [1206, 639, 1393, 871]
- article-body: Ἡ Ἀστυνομία ἀνέκρινε τοὺς γονεῖς τῆς νεαρᾶς, οἱ ὁποῖοι ἐδήλωσαν ὅτι οὐδέποτε ἐφαντάζοντο τὴν ἀπόφασιν τῆς κόρης των.: [1206, 907, 1393, 953]
- subhead: ΑΙ ΕΛΛΗΝΟΣΟΥΔΙΚΑΙ ΕΜΠΟΡΙΚΑΙ ΣΥΝΑΛΛΑΓΑΙ: [350, 554, 552, 582]
- section-title: Ἡ Ναζιστική Βαλχάλλα: [52, 374, 262, 395]
- quote-row: [72, 1212, 300, 1222]
- quote-cell: 25.000: [122, 1201, 153, 1212]
- quote-cell: Ἀσφαλ.: [191, 1211, 223, 1222]
- article-body: Ἐτερματίσθη ἀπὸ τῆς μεσημβρίας τῆς χθὲς ἡ ἀπεργία τῶν πληρωμάτων τῶν ἀκτοπλοϊκῶν σκαφῶν, κατόπιν συμφωνίας μεταξὺ τῶν ἐφοπλιστῶν καὶ τῶν ναυτεργατικῶν ὀργανώσεων.: [602, 461, 766, 529]
- pension-sub: Τὸ ἀναγνωρισθὲν ἀνώτερον ποσοστόν: [956, 150, 1186, 189]
- part-number: 51ον: [142, 357, 172, 372]
- quote-cell: 23.000: [122, 1150, 153, 1161]
- travel-author: Κείμενον τοῦ Ἄγγλου συγγραφέως Λ. Φ. ΟΥΙΛΛΙΑΜΣ: [1208, 194, 1584, 211]
- headline-kalamaki: ΑΝΕΥΡΕΘΗ ΧΘΕΣ ΤΟ ΠΤΩΜΑ ΤΟΥ ΝΕΟΥ ΠΟΥ ΗΥΤΟΚΤΟΝΗΣΕ ΜΕ ΤΗΝ ΦΙΛΗΝ ΤΟΥ ΑΠΟ ΜΙΑΝ ΒΑΡΚΑΝ ΕΙΣ ΤΟ ΚΑΛΑΜΑΚΙ: [1209, 535, 1583, 563]
- article-body: Ἡ συνέχεια τοῦ ἄρθρου: καὶ ἡ μεγάλη ἐκείνη ἑορτὴ εἰς τὴν ὁποίαν προσεκλήθημεν μετὰ τοῦ συζύγου μου ἔμεινε ἀλησμόνητος. Ἐκεῖ συνηντήσαμεν τὸν Ρίμπεντροπ, ὁ ὁποῖος μᾶς ὡμίλησε περὶ τῶν σχεδίων του διὰ τὴν ἐξωτερικὴν πολιτικὴν τῆς Γερμανίας. Ἦτο ἀνὴρ φιλόδοξος, ἀλλὰ μὲ ὀλίγην πεῖραν εἰς τὴν διπλωματίαν, καὶ συχνὰ προκαλοῦσε ἀμηχανίαν εἰς τοὺς συνομιλητάς του.: [312, 316, 590, 407]
- column-2: [312, 12, 590, 2284]
- ship-ad: Μ/Υ «ΝΕΡΑΪΔΑ» ΣΑΒΒΑΤΟΝ 2.15 μ.μ. διὰ Αἴγιναν, Μέθανα, Πόρον, Ὕδραν, Σπέτσας. Πληροφορίαι: Πειραιεύς, Τηλ. 40.637.: [312, 898, 590, 982]
- headline-weather: Ο ΚΑΙΡΟΣ: [653, 643, 715, 658]
- article-body: Ἡ Ἰρλανδία, ἀντιθέτως, εἶναι χώρα πράσινη καὶ εὔφορος. Οἱ Ἰρλανδοὶ εἶναι ζωηροί, εὔθυμοι καὶ ἀγαποῦν τὴν συζήτησιν. Τὸ Δουβλῖνον εἶναι πόλις μὲ πλουσίαν πνευματικὴν ζωήν, πατρὶς μεγάλων συγγραφέων.: [1399, 282, 1586, 350]
- quote-cell: 15.000: [253, 1232, 285, 1243]
- quote-cell: 42.500: [253, 1170, 285, 1181]
- quote-cell: 1926: [74, 1201, 95, 1212]
- article-body: Ἀπεφασίσθη ὑπὸ τῆς «Ἑνώσεως Ἀγῶνος Συνταξιούχων» ἡ ἀποστολὴ ὑπομνήματος πρὸς τὴν Βουλήν. Εἰς τὸ ὑπόμνημα ἐκτίθενται αἱ δυσχέρειαι τῶν συνταξιούχων, οἱ ὁποῖοι ἀδυνατοῦν νὰ ἀντιμετωπίσουν τὸ κόστος τῆς ζωῆς, καὶ ζητεῖται ἡ ἀναπροσαρμογὴ τῶν συντάξεων.: [948, 688, 1194, 756]
- article-body: Ὑπεγράφη τὸ διάταγμα διὰ τοῦ ὁποίου ἀποστρατεύεται, κατόπιν αἰτήσεώς του, ὁ στρατηγὸς κ. Σταυράτος.: [312, 1083, 590, 1106]
- quote-cell: Γενική: [191, 1140, 223, 1151]
